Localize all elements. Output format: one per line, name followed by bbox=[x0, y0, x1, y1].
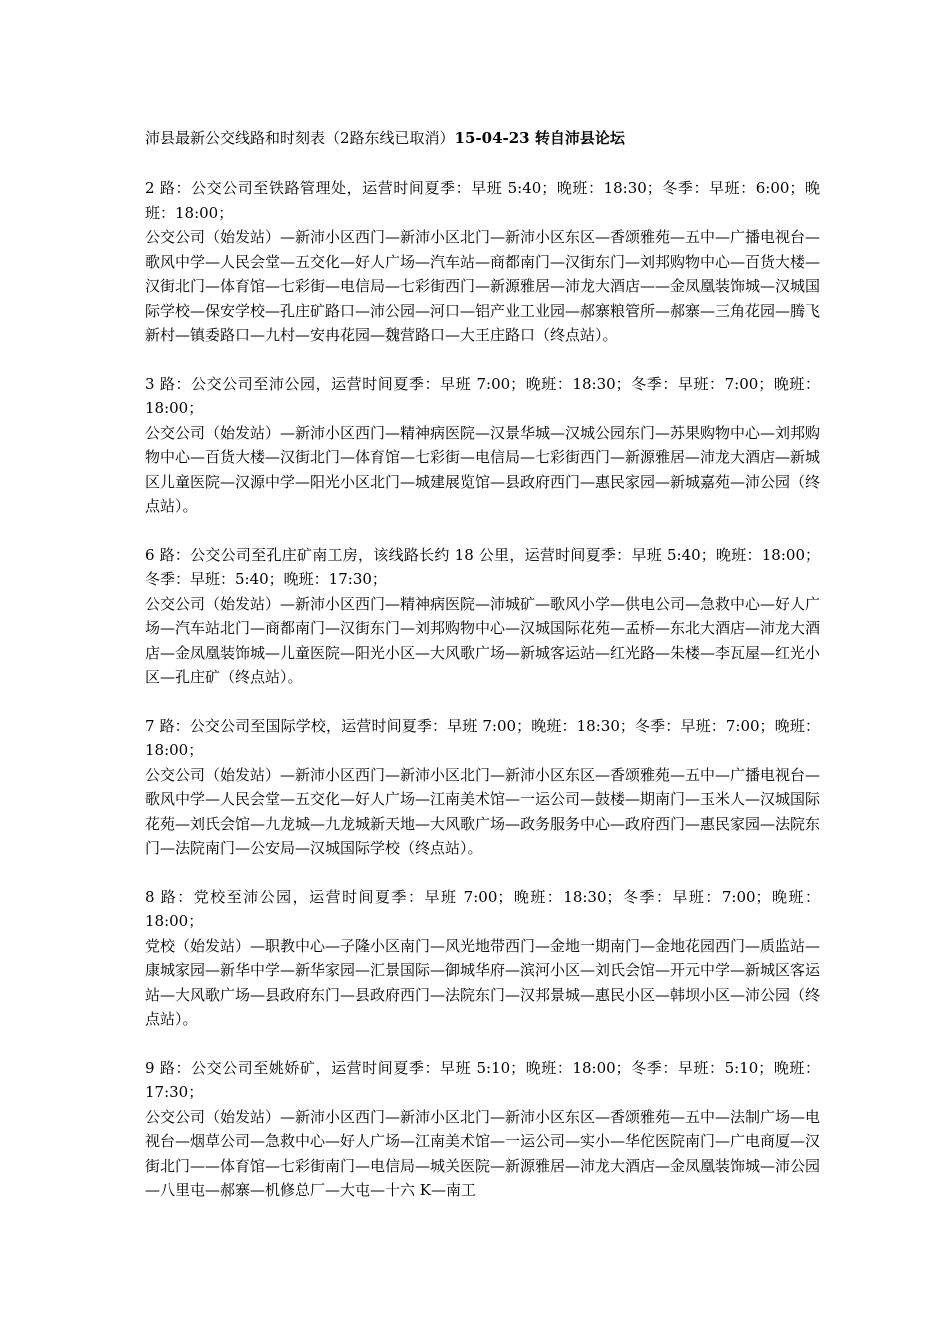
route-7 bbox=[145, 714, 820, 861]
title-source: 15-04-23 转自沛县论坛 bbox=[454, 129, 625, 147]
route-8 bbox=[145, 885, 820, 1032]
route-header: 6 路：公交公司至孔庄矿南工房，该线路长约 18 公里，运营时间夏季：早班 5:40；晚班：18:00；冬季：早班：5:40；晚班：17:30； bbox=[145, 545, 820, 588]
title-text: 沛县最新公交线路和时刻表（2路东线已取消） bbox=[145, 129, 455, 147]
route-3 bbox=[145, 372, 820, 519]
route-9 bbox=[145, 1056, 820, 1203]
route-header: 9 路：公交公司至姚娇矿，运营时间夏季：早班 5:10；晚班：18:00；冬季：早班：5:10；晚班：17:30； bbox=[145, 1058, 820, 1101]
route-header: 8 路：党校至沛公园，运营时间夏季：早班 7:00；晚班：18:30；冬季：早班：7:00；晚班：18:00； bbox=[145, 887, 820, 930]
route-stops: 党校（始发站）—职教中心—子隆小区南门—风光地带西门—金地一期南门—金地花园西门—质监站—康城家园—新华中学—新华家园—汇景国际—御城华府—滨河小区—刘氏会馆—开元中学—新城区客运站—大风歌广场—县政府东门—县政府西门—法院东门—汉邦景城—惠民小区—韩坝小区—沛公园（终点站）。 bbox=[145, 936, 821, 1028]
document-title bbox=[145, 126, 820, 150]
route-header: 3 路：公交公司至沛公园，运营时间夏季：早班 7:00；晚班：18:30；冬季：早班：7:00；晚班：18:00； bbox=[145, 374, 820, 417]
route-header: 2 路：公交公司至铁路管理处，运营时间夏季：早班 5:40；晚班：18:30；冬季：早班：6:00；晚班：18:00； bbox=[145, 179, 820, 222]
route-stops: 公交公司（始发站）—新沛小区西门—新沛小区北门—新沛小区东区—香颂雅苑—五中—广播电视台—歌风中学—人民会堂—五交化—好人广场—江南美术馆—一运公司—鼓楼—期南门—玉米人—汉城国际花苑—刘氏会馆—九龙城—九龙城新天地—大风歌广场—政务服务中心—政府西门—惠民家园—法院东门—法院南门—公安局—汉城国际学校（终点站）。 bbox=[145, 765, 821, 857]
route-stops: 公交公司（始发站）—新沛小区西门—新沛小区北门—新沛小区东区—香颂雅苑—五中—广播电视台—歌风中学—人民会堂—五交化—好人广场—汽车站—商都南门—汉街东门—刘邦购物中心—百货大楼—汉街北门—体育馆—七彩街—电信局—七彩街西门—新源雅居—沛龙大酒店——金凤凰装饰城—汉城国际学校—保安学校—孔庄矿路口—沛公园—河口—铝产业工业园—郝寨粮管所—郝寨—三角花园—腾飞新村—镇委路口—九村—安冉花园—魏营路口—大王庄路口（终点站）。 bbox=[145, 228, 821, 344]
route-2 bbox=[145, 176, 820, 348]
route-stops: 公交公司（始发站）—新沛小区西门—精神病医院—汉景华城—汉城公园东门—苏果购物中心—刘邦购物中心—百货大楼—汉街北门—体育馆—七彩街—电信局—七彩街西门—新源雅居—沛龙大酒店—新城区儿童医院—汉源中学—阳光小区北门—城建展览馆—县政府西门—惠民家园—新城嘉苑—沛公园（终点站）。 bbox=[145, 423, 821, 515]
document-page bbox=[145, 126, 820, 1227]
route-stops: 公交公司（始发站）—新沛小区西门—新沛小区北门—新沛小区东区—香颂雅苑—五中—法制广场—电视台—烟草公司—急救中心—好人广场—江南美术馆—一运公司—实小—华佗医院南门—广电商厦—汉街北门——体育馆—七彩街南门—电信局—城关医院—新源雅居—沛龙大酒店—金凤凰装饰城—沛公园—八里屯—郝寨—机修总厂—大屯—十六 K—南工 bbox=[145, 1107, 821, 1199]
route-header: 7 路：公交公司至国际学校，运营时间夏季：早班 7:00；晚班：18:30；冬季：早班：7:00；晚班：18:00； bbox=[145, 716, 820, 759]
route-stops: 公交公司（始发站）—新沛小区西门—精神病医院—沛城矿—歌风小学—供电公司—急救中心—好人广场—汽车站北门—商都南门—汉街东门—刘邦购物中心—汉城国际花苑—孟桥—东北大酒店—沛龙大酒店—金凤凰装饰城—儿童医院—阳光小区—大风歌广场—新城客运站—红光路—朱楼—李瓦屋—红光小区—孔庄矿（终点站）。 bbox=[145, 594, 821, 686]
route-6 bbox=[145, 543, 820, 690]
